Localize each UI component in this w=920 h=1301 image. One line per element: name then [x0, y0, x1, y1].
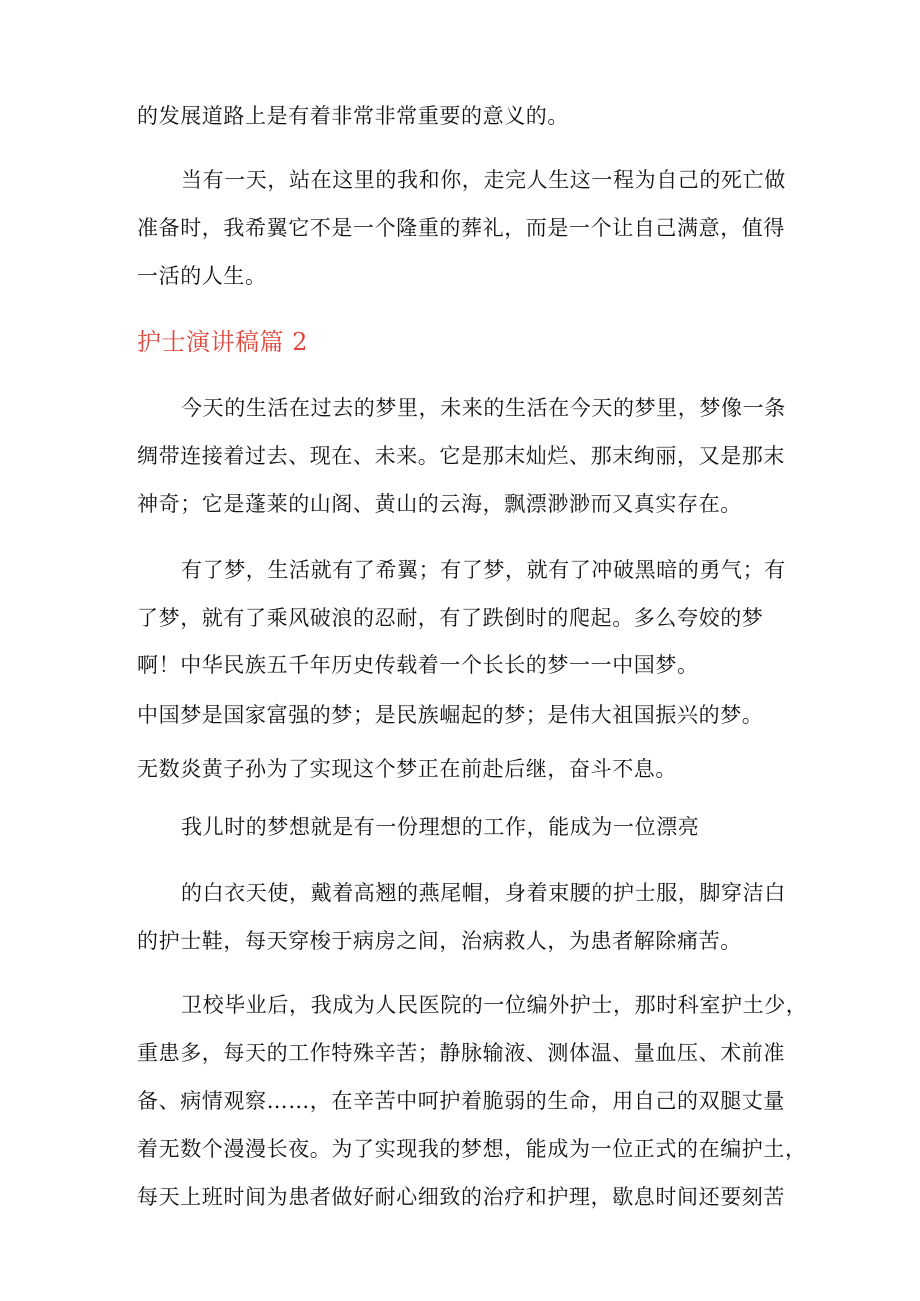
- paragraph-line: 绸带连接着过去、现在、未来。它是那末灿烂、那末绚丽，又是那末: [137, 444, 785, 468]
- paragraph-line: 着无数个漫漫长夜。为了实现我的梦想，能成为一位正式的在编护土，: [137, 1137, 807, 1161]
- paragraph-line: 的发展道路上是有着非常非常重要的意义的。: [137, 104, 569, 128]
- paragraph-line: 了梦，就有了乘风破浪的忍耐，有了跌倒时的爬起。多么夸姣的梦: [137, 606, 764, 630]
- paragraph-line: 准备时，我希翼它不是一个隆重的葬礼，而是一个让自己满意，值得: [137, 216, 785, 240]
- paragraph-line: 卫校毕业后，我成为人民医院的一位编外护士，那时科室护土少，: [181, 993, 808, 1017]
- paragraph-line: 重患多，每天的工作特殊辛苦；静脉输液、测体温、量血压、术前准: [137, 1041, 785, 1065]
- paragraph-line: 我儿时的梦想就是有一份理想的工作，能成为一位漂亮: [181, 815, 700, 839]
- paragraph-line: 备、病情观察……，在辛苦中呵护着脆弱的生命，用自己的双腿丈量: [137, 1089, 785, 1113]
- section-heading: 护士演讲稿篇 2: [137, 328, 308, 356]
- paragraph-line: 一活的人生。: [137, 264, 267, 288]
- paragraph-line: 的护士鞋，每天穿梭于病房之间，治病救人，为患者解除痛苦。: [137, 929, 742, 953]
- paragraph-line: 无数炎黄子孙为了实现这个梦正在前赴后继，奋斗不息。: [137, 757, 677, 781]
- paragraph-line: 啊！中华民族五千年历史传载着一个长长的梦一一中国梦。: [137, 653, 699, 677]
- paragraph-line: 神奇；它是蓬莱的山阁、黄山的云海，飘漂渺渺而又真实存在。: [137, 492, 742, 516]
- paragraph-line: 有了梦，生活就有了希翼；有了梦，就有了冲破黑暗的勇气；有: [181, 558, 786, 582]
- paragraph-line: 中国梦是国家富强的梦；是民族崛起的梦；是伟大祖国振兴的梦。: [137, 703, 764, 727]
- paragraph-line: 当有一天，站在这里的我和你，走完人生这一程为自己的死亡做: [181, 168, 786, 192]
- paragraph-line: 每天上班时间为患者做好耐心细致的治疗和护理，歇息时间还要刻苦: [137, 1185, 785, 1209]
- paragraph-line: 的白衣天使，戴着高翘的燕尾帽，身着束腰的护士服，脚穿洁白: [181, 881, 786, 905]
- paragraph-line: 今天的生活在过去的梦里，未来的生活在今天的梦里，梦像一条: [181, 396, 786, 420]
